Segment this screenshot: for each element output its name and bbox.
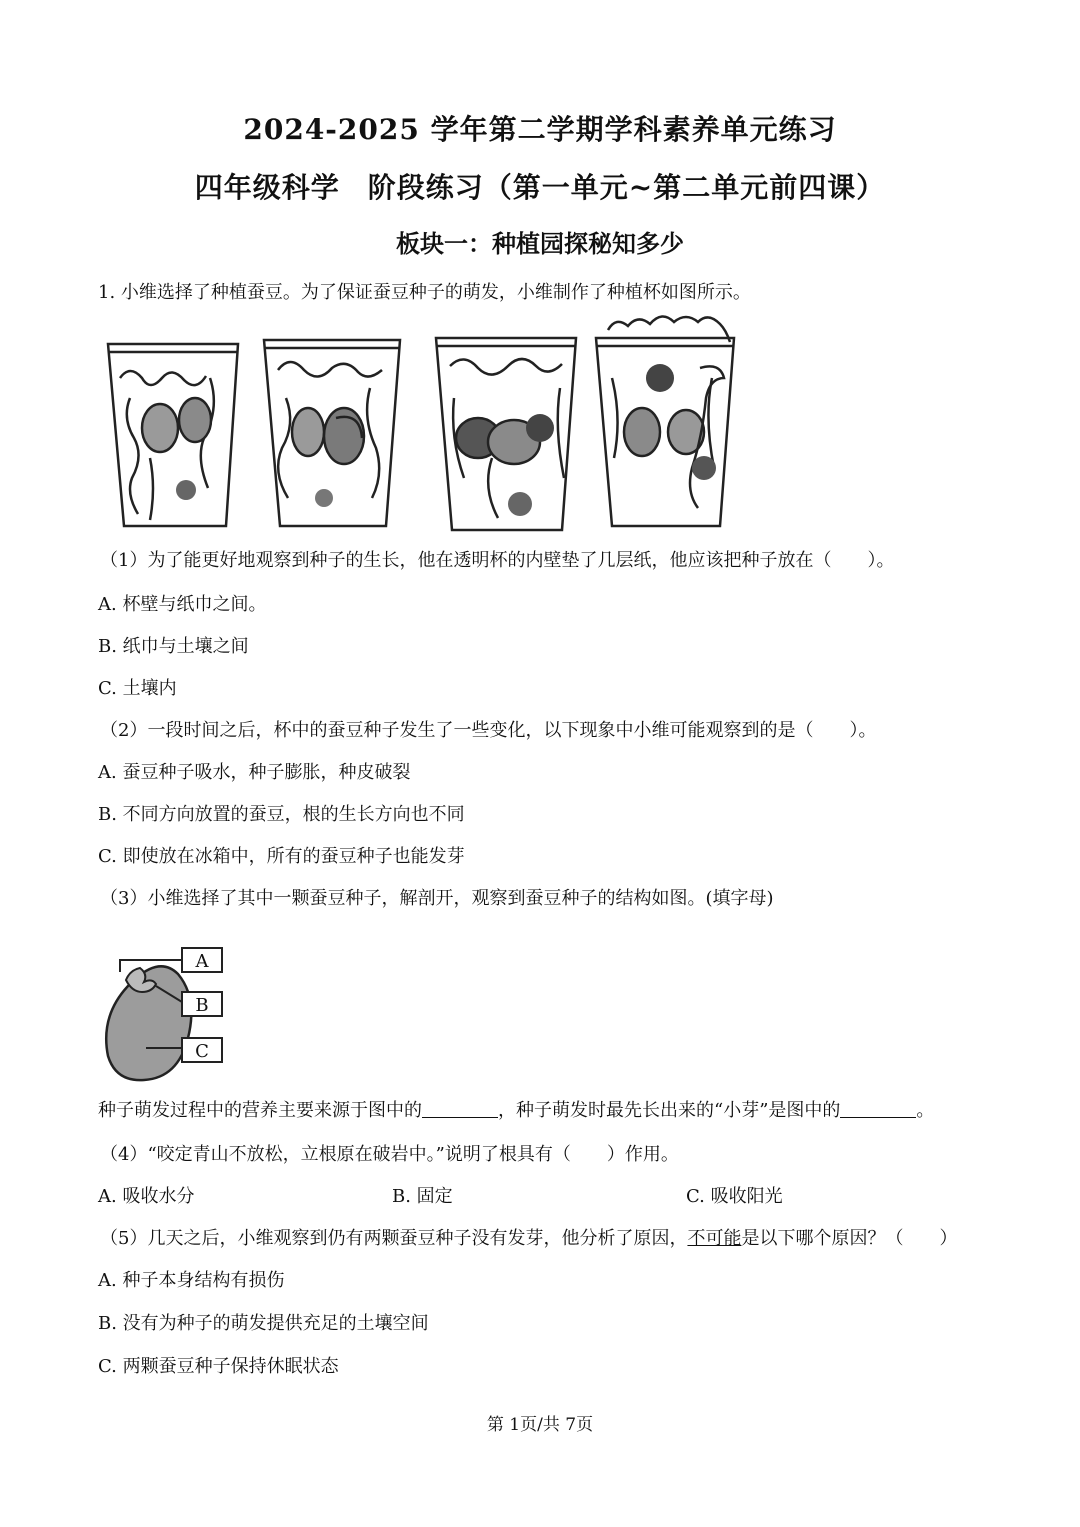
planting-cup-3 (436, 338, 576, 530)
option-1-1-b: B. 纸巾与土壤之间 (98, 636, 249, 657)
answer-blank-1[interactable] (422, 1099, 498, 1118)
option-1-5-a: A. 种子本身结构有损伤 (98, 1270, 285, 1291)
subtitle-grade: 四年级科学 (194, 171, 340, 204)
option-1-5-c: C. 两颗蚕豆种子保持休眠状态 (98, 1356, 339, 1377)
option-1-4-a: A. 吸收水分 (98, 1186, 195, 1207)
option-1-2-a: A. 蚕豆种子吸水，种子膨胀，种皮破裂 (98, 762, 411, 783)
question-1-stem: 1. 小维选择了种植蚕豆。为了保证蚕豆种子的萌发，小维制作了种植杯如图所示。 (98, 282, 751, 303)
option-1-5-b: B. 没有为种子的萌发提供充足的土壤空间 (98, 1313, 429, 1334)
option-1-2-c: C. 即使放在冰箱中，所有的蚕豆种子也能发芽 (98, 846, 465, 867)
q5-text-post: 是以下哪个原因？（ ） (741, 1228, 958, 1249)
seed-label-a: A (195, 951, 209, 972)
option-1-1-a: A. 杯壁与纸巾之间。 (98, 594, 267, 615)
page-number: 第 1页/共 7页 (486, 1415, 594, 1435)
option-1-4-c: C. 吸收阳光 (686, 1186, 783, 1207)
seed-structure-diagram (98, 940, 238, 1082)
planting-cup-4 (596, 316, 734, 526)
question-1-4: （4）“咬定青山不放松，立根原在破岩中。”说明了根具有（ ）作用。 (100, 1144, 679, 1165)
q5-text-pre: （5）几天之后，小维观察到仍有两颗蚕豆种子没有发芽，他分析了原因， (100, 1228, 688, 1249)
seed-label-b: B (195, 995, 209, 1016)
question-1-3: （3）小维选择了其中一颗蚕豆种子，解剖开，观察到蚕豆种子的结构如图。(填字母) (100, 888, 774, 909)
question-1-1: （1）为了能更好地观察到种子的生长，他在透明杯的内壁垫了几层纸，他应该把种子放在（ ）。 (100, 550, 895, 571)
question-1-5 (100, 1226, 957, 1252)
planting-cups-illustration (100, 308, 760, 536)
fill-text-1: 种子萌发过程中的营养主要来源于图中的 (98, 1100, 422, 1121)
option-1-2-b: B. 不同方向放置的蚕豆，根的生长方向也不同 (98, 804, 465, 825)
planting-cup-2 (264, 340, 400, 526)
option-1-4-b: B. 固定 (392, 1186, 453, 1207)
exam-subtitle (0, 166, 1080, 206)
seed-label-c: C (195, 1041, 209, 1062)
fill-text-2: ，种子萌发时最先长出来的“小芽”是图中的 (498, 1100, 841, 1121)
q5-emphasis: 不可能 (687, 1228, 742, 1249)
question-1-3-fill (98, 1098, 934, 1124)
exam-title: 2024-2025 学年第二学期学科素养单元练习 (243, 113, 837, 146)
planting-cup-1 (108, 344, 238, 526)
section-heading: 板块一：种植园探秘知多少 (396, 229, 684, 258)
option-1-1-c: C. 土壤内 (98, 678, 177, 699)
subtitle-scope: 阶段练习（第一单元~第二单元前四课） (367, 171, 886, 204)
answer-blank-2[interactable] (840, 1099, 916, 1118)
question-1-2: （2）一段时间之后，杯中的蚕豆种子发生了一些变化，以下现象中小维可能观察到的是（ ）。 (100, 720, 877, 741)
fill-text-3: 。 (916, 1100, 935, 1121)
